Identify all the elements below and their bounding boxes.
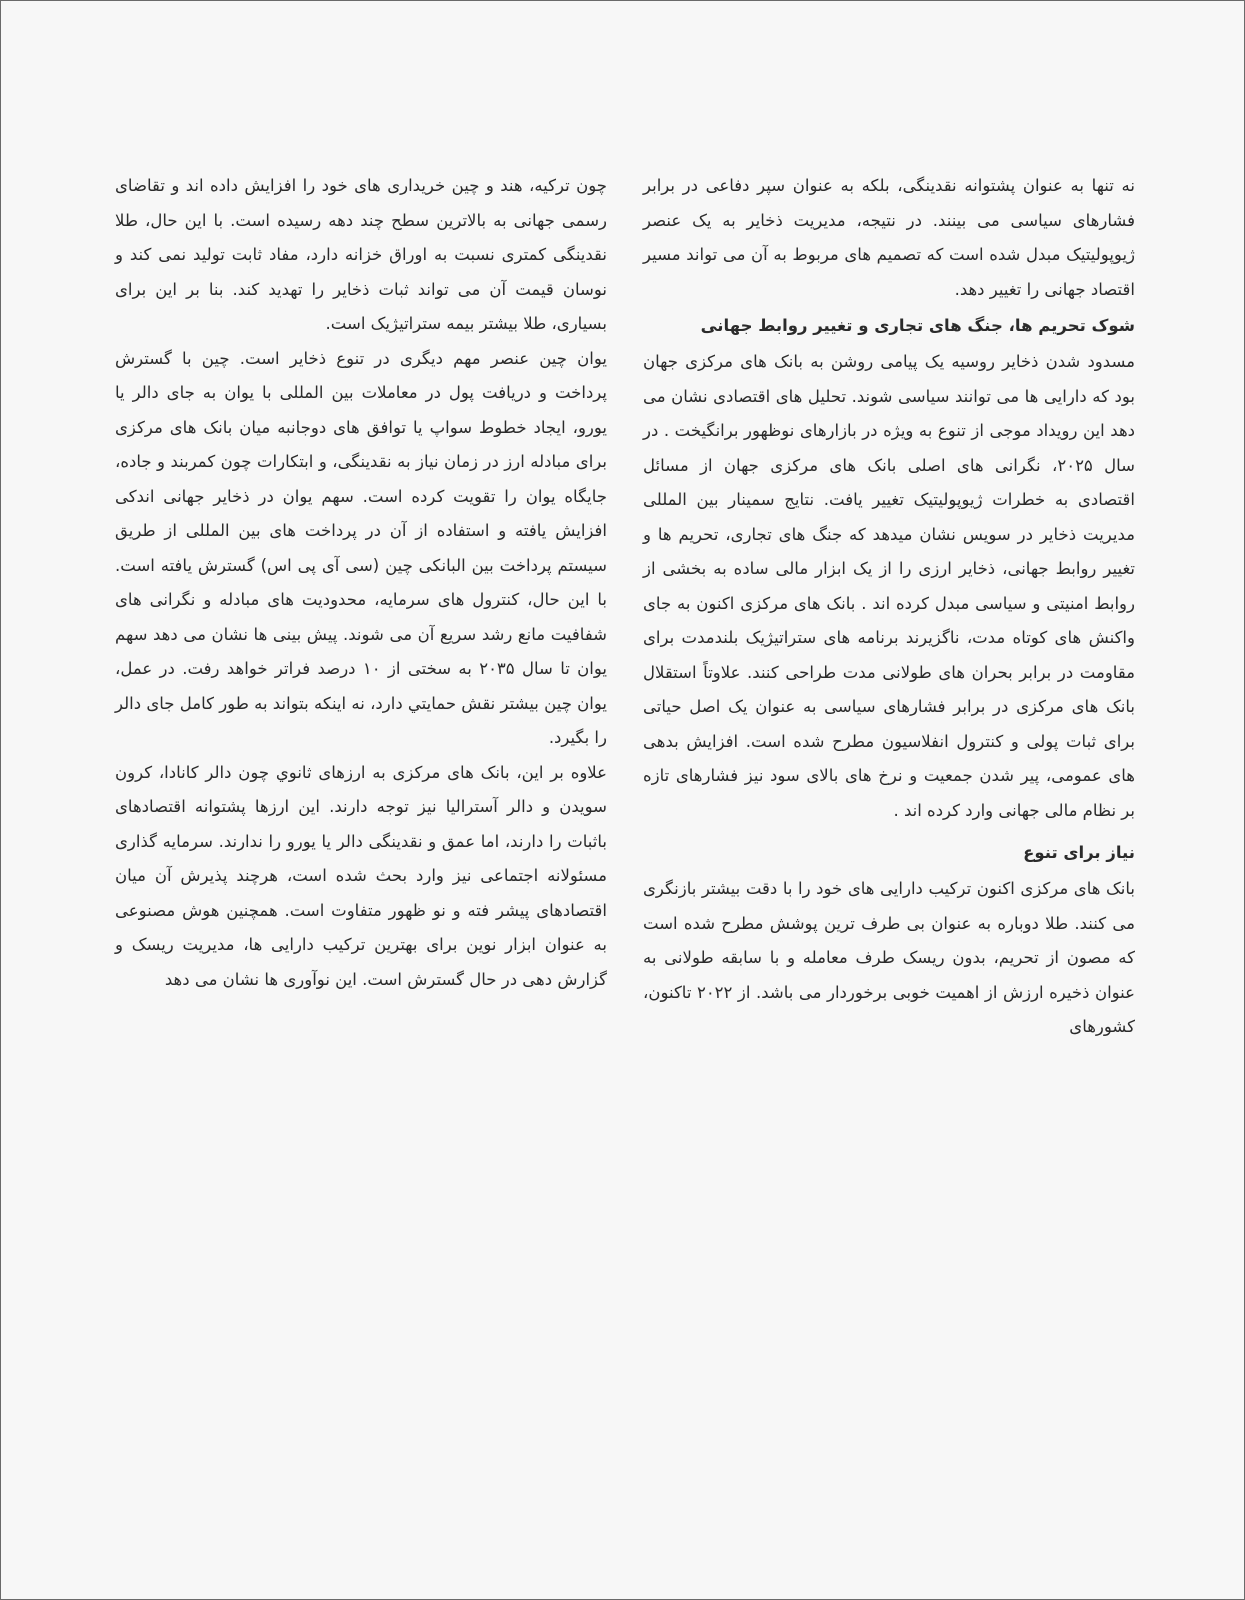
paragraph: بانک های مرکزی اکنون ترکیب دارایی های خود را با دقت بیشتر بازنگری می کنند. طلا دوباره به عنوان بی طرف ترین پوشش مطرح شده است که مصون از تحریم، بدون ریسک طرف معامله و با سابقه طولانی به عنوان ذخیره ارزش از اهمیت خوبی برخوردار می باشد. از ۲۰۲۲ تاکنون، کشورهای (643, 879, 1136, 1036)
paragraph: علاوه بر این، بانک های مرکزی به ارزهای ثانوي چون دالر کانادا، کرون سویدن و دالر آسترالیا نیز توجه دارند. این ارزها پشتوانه اقتصادهای باثبات را دارند، اما عمق و نقدینگی دالر یا یورو را ندارند. سرمایه گذاری مسئولانه اجتماعی نیز وارد بحث شده است، هرچند پذیرش آن میان اقتصادهای پیشر فته و نو ظهور متفاوت است. همچنین هوش مصنوعی به عنوان ابزار نوین برای بهترین ترکیب دارایی ها، مدیریت ریسک و گزارش دهی در حال گسترش است. این نوآوری ها نشان می دهد (115, 762, 607, 989)
section-heading: نیاز برای تنوع (1023, 843, 1135, 862)
left-column (115, 169, 607, 997)
paragraph: چون ترکیه، هند و چین خریداری های خود را افزایش داده اند و تقاضای رسمی جهانی به بالاترین سطح چند دهه رسیده است. با این حال، طلا نقدینگی کمتری نسبت به اوراق خزانه دارد، مفاد ثابت تولید نمی کند و نوسان قیمت آن می تواند ثبات ذخایر را تهدید کند. بنا بر این برای بسیاری، طلا بیشتر بیمه ستراتیژیک است. (115, 176, 607, 333)
paragraph: نه تنها به عنوان پشتوانه نقدینگی، بلکه به عنوان سپر دفاعی در برابر فشارهای سیاسی می بینند. در نتیجه، مدیریت ذخایر به یک عنصر ژیوپولیتیک مبدل شده است که تصمیم های مربوط به آن می تواند مسیر اقتصاد جهانی را تغییر دهد. (643, 176, 1135, 299)
right-column (643, 169, 1135, 1045)
paragraph: یوان چین عنصر مهم دیگری در تنوع ذخایر است. چین با گسترش پرداخت و دریافت پول در معاملات بین المللی با یوان به جای دالر یا یورو، ایجاد خطوط سواپ یا توافق های دوجانبه میان بانک های مرکزی برای مبادله ارز در زمان نیاز به نقدینگی، و ابتکارات چون کمربند و جاده، جایگاه یوان را تقویت کرده است. سهم یوان در ذخایر جهانی اندکی افزایش یافته و استفاده از آن در پرداخت های بین المللی از طریق سیستم پرداخت بین البانکی چین (سی آی پی اس) گسترش یافته است. با این حال، کنترول های سرمایه، محدودیت های مبادله و نگرانی های شفافیت مانع رشد سریع آن می شوند. پیش بینی ها نشان می دهد سهم یوان تا سال ۲۰۳۵ به سختی از ۱۰ درصد فراتر خواهد رفت. در عمل، یوان چین بیشتر نقش حمایتي دارد، نه اینکه بتواند به طور کامل جای دالر را بگیرد. (115, 348, 607, 747)
section-heading: شوک تحریم ها، جنگ های تجاری و تغییر روابط جهانی (700, 316, 1135, 335)
paragraph: مسدود شدن ذخایر روسیه یک پیامی روشن به بانک های مرکزی جهان بود که دارایی ها می توانند سیاسی شوند. تحلیل های اقتصادی نشان می دهد این رویداد موجی از تنوع به ویژه در بازارهای نوظهور برانگیخت . در سال ۲۰۲۵، نگرانی های اصلی بانک های مرکزی جهان از مسائل اقتصادی به خطرات ژیوپولیتیک تغییر یافت. نتایج سمینار بین المللی مدیریت ذخایر در سویس نشان میدهد که جنگ های تجاری، تحریم ها و تغییر روابط جهانی، ذخایر ارزی را از یک ابزار مالی ساده به بخشی از روابط امنیتی و سیاسی مبدل کرده اند . بانک های مرکزی اکنون به جای واکنش های کوتاه مدت، ناگزیرند برنامه های ستراتیژیک بلندمدت برای مقاومت در برابر بحران های طولانی مدت طراحی کنند. علاوتاً استقلال بانک های مرکزی در برابر فشارهای سیاسی به عنوان یک اصل حیاتی برای ثبات پولی و کنترول انفلاسیون مطرح شده است. افزایش بدهی های عمومی، پیر شدن جمعیت و نرخ های بالای سود نیز فشارهای تازه بر نظام مالی جهانی وارد کرده اند . (643, 352, 1135, 820)
